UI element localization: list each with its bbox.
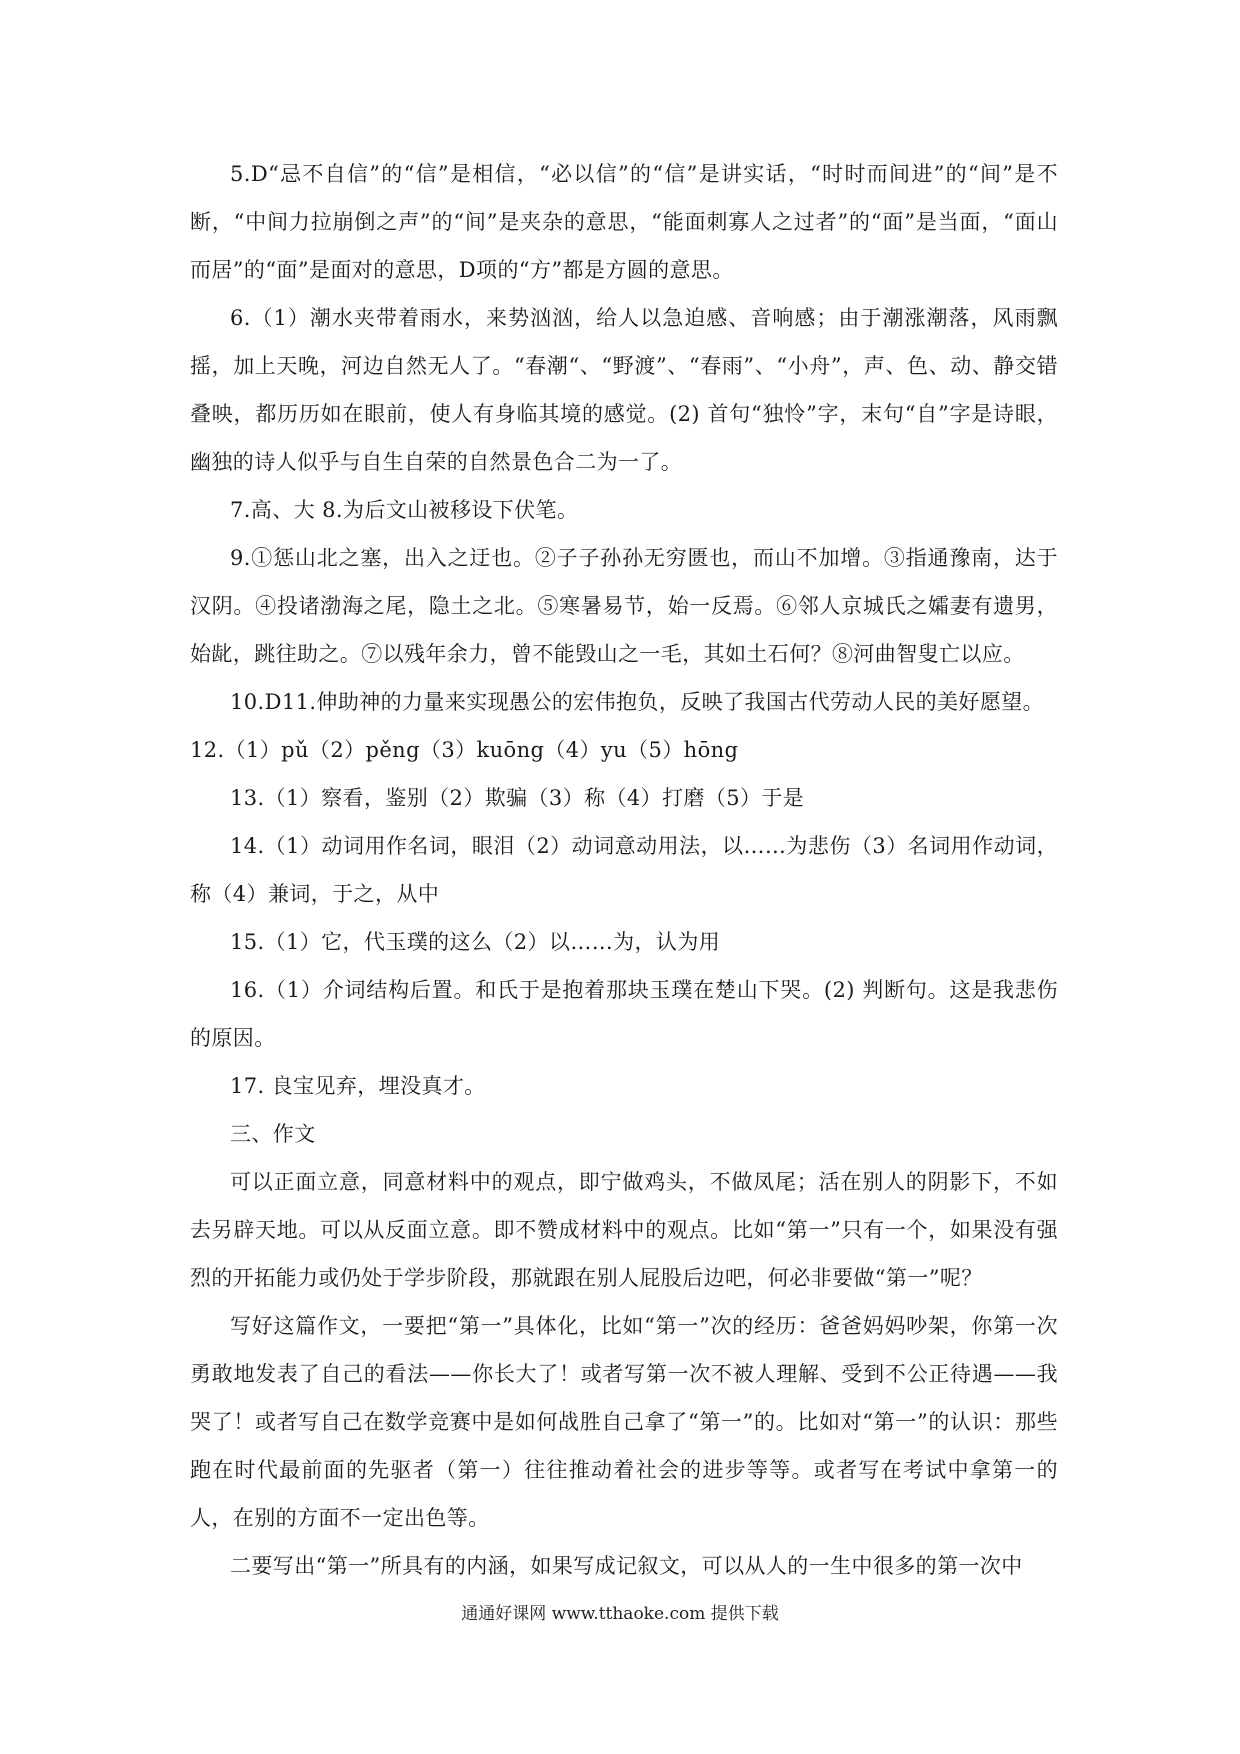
answer-14: 14.（1）动词用作名词，眼泪（2）动词意动用法，以……为悲伤（3）名词用作动词，称（4）兼词，于之，从中: [190, 834, 1058, 906]
answer-17: 17. 良宝见弃，埋没真才。: [230, 1074, 486, 1098]
essay-guidance-2: 写好这篇作文，一要把“第一”具体化，比如“第一”次的经历：爸爸妈妈吵架，你第一次勇敢地发表了自己的看法——你长大了！或者写第一次不被人理解、受到不公正待遇——我哭了！或者写自己在数学竞赛中是如何战胜自己拿了“第一”的。比如对“第一”的认识：那些跑在时代最前面的先驱者（第一）往往推动着社会的进步等等。或者写在考试中拿第一的人，在别的方面不一定出色等。: [190, 1314, 1058, 1530]
answer-9: 9.①惩山北之塞，出入之迂也。②子子孙孙无穷匮也，而山不加增。③指通豫南，达于汉阴。④投诸渤海之尾，隐土之北。⑤寒暑易节，始一反焉。⑥邻人京城氏之孀妻有遗男，始龀，跳往助之。⑦以残年余力，曾不能毁山之一毛，其如土石何？⑧河曲智叟亡以应。: [190, 546, 1058, 666]
answer-content: [190, 150, 1058, 1590]
page-footer: 通通好课网 www.tthaoke.com 提供下载: [461, 1604, 779, 1624]
answer-5: 5.D“忌不自信”的“信”是相信，“必以信”的“信”是讲实话，“时时而间进”的“间”是不断，“中间力拉崩倒之声”的“间”是夹杂的意思，“能面刺寡人之过者”的“面”是当面，“面山而居”的“面”是面对的意思，D项的“方”都是方圆的意思。: [190, 162, 1058, 282]
essay-guidance-3: 二要写出“第一”所具有的内涵，如果写成记叙文，可以从人的一生中很多的第一次中: [230, 1554, 1023, 1578]
answer-12: 12.（1）pǔ（2）pěng（3）kuōng（4）yu（5）hōng: [190, 738, 739, 762]
answer-15: 15.（1）它，代玉璞的这么（2）以……为，认为用: [230, 930, 721, 954]
answer-13: 13.（1）察看，鉴别（2）欺骗（3）称（4）打磨（5）于是: [230, 786, 805, 810]
answer-7-8: 7.高、大 8.为后文山被移设下伏笔。: [230, 498, 579, 522]
answer-10-11: 10.D11.伸助神的力量来实现愚公的宏伟抱负，反映了我国古代劳动人民的美好愿望。: [230, 690, 1045, 714]
answer-16: 16.（1）介词结构后置。和氏于是抱着那块玉璞在楚山下哭。(2) 判断句。这是我悲伤的原因。: [190, 978, 1058, 1050]
section-heading-essay: 三、作文: [230, 1122, 316, 1146]
answer-6: 6.（1）潮水夹带着雨水，来势汹汹，给人以急迫感、音响感；由于潮涨潮落，风雨飘摇，加上天晚，河边自然无人了。“春潮“、“野渡”、“春雨”、“小舟”，声、色、动、静交错叠映，都历历如在眼前，使人有身临其境的感觉。(2) 首句“独怜”字，末句“自”字是诗眼，幽独的诗人似乎与自生自荣的自然景色合二为一了。: [190, 306, 1058, 474]
essay-guidance-1: 可以正面立意，同意材料中的观点，即宁做鸡头，不做凤尾；活在别人的阴影下，不如去另辟天地。可以从反面立意。即不赞成材料中的观点。比如“第一”只有一个，如果没有强烈的开拓能力或仍处于学步阶段，那就跟在别人屁股后边吧，何必非要做“第一”呢？: [190, 1170, 1058, 1290]
